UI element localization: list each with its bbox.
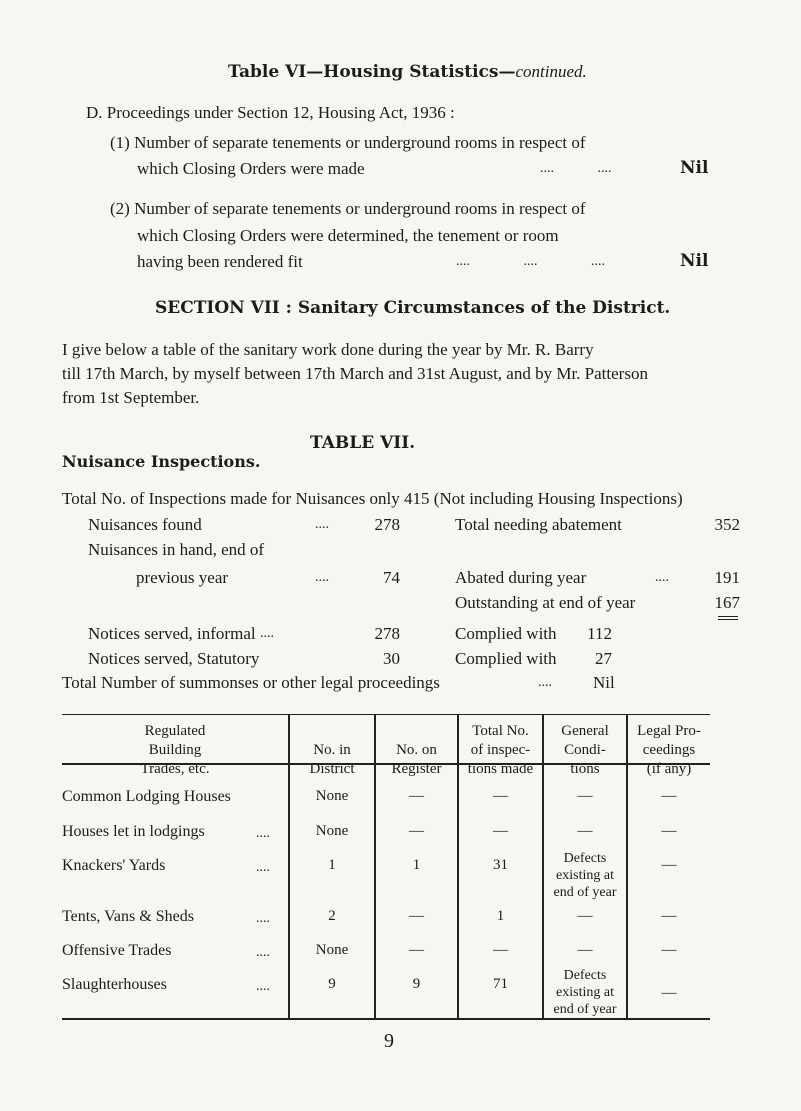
table-cell-district: None (315, 788, 349, 804)
section-vii-para-line3: from 1st September. (62, 388, 200, 407)
in-hand-label: previous year (136, 568, 229, 587)
complied-1-value: 112 (587, 624, 612, 643)
table-row-dots: .... (256, 911, 270, 926)
table-row-dots: .... (256, 979, 270, 994)
summonses-dots: .... (538, 675, 552, 690)
section-vii-heading: SECTION VII : Sanitary Circumstances of the District. (155, 298, 671, 318)
table-cell-legal: — (661, 788, 677, 804)
notices-statutory-label: Notices served, Statutory (88, 649, 260, 668)
table-title: Table VI—Housing Statistics—continued. (228, 62, 587, 82)
table-cell-legal: — (661, 942, 677, 958)
item1-dots: .... .... (540, 161, 612, 176)
complied-1-label: Complied with (455, 624, 557, 643)
table-row-name: Common Lodging Houses (62, 788, 231, 805)
table-cell-register: — (409, 788, 424, 804)
header-legal: Legal Pro- ceedings (if any) (637, 723, 701, 777)
in-hand-dots: .... (315, 570, 329, 585)
total-inspections-line: Total No. of Inspections made for Nuisances only 415 (Not including Housing Inspections) (62, 489, 683, 508)
table-row-dots: .... (256, 860, 270, 875)
table-row-name: Houses let in lodgings (62, 823, 205, 840)
double-underline-bottom (718, 619, 738, 620)
table-cell-district: 9 (328, 976, 336, 992)
table-cell-register: — (409, 823, 424, 839)
in-hand-value: 74 (383, 568, 400, 587)
table-cell-district: None (315, 823, 349, 839)
table-cell-inspections: — (493, 823, 508, 839)
outstanding-value: 167 (714, 593, 740, 612)
table-cell-conditions: — (577, 823, 593, 839)
table-cell-legal: — (661, 985, 677, 1001)
table-bottom-border (62, 1018, 710, 1020)
table-cell-inspections: 71 (493, 976, 508, 992)
item1-value: Nil (680, 158, 709, 178)
table-cell-legal: — (661, 857, 677, 873)
table-cell-conditions: Defects existing at end of year (553, 851, 617, 900)
table-cell-inspections: — (493, 788, 508, 804)
table-cell-district: 1 (328, 857, 336, 873)
complied-2-label: Complied with (455, 649, 557, 668)
table-cell-conditions: — (577, 908, 593, 924)
table-cell-conditions: Defects existing at end of year (553, 968, 617, 1017)
table-row-name: Slaughterhouses (62, 976, 167, 993)
notices-informal-dots: .... (260, 626, 274, 641)
table-row-name: Tents, Vans & Sheds (62, 908, 194, 925)
item2-dots: .... .... .... (456, 254, 605, 269)
item1-line2: which Closing Orders were made (137, 159, 365, 178)
total-needing-label: Total needing abatement (455, 515, 622, 534)
notices-informal-label: Notices served, informal (88, 624, 256, 643)
table-cell-inspections: 1 (496, 908, 505, 924)
table-row-name: Offensive Trades (62, 942, 172, 959)
section-vii-para-line1: I give below a table of the sanitary work done during the year by Mr. R. Barry (62, 340, 594, 359)
header-district: No. in District (309, 742, 355, 777)
table-cell-district: None (315, 942, 349, 958)
section-d-heading: D. Proceedings under Section 12, Housing Act, 1936 : (86, 103, 455, 122)
double-underline-top (718, 616, 738, 617)
table-cell-inspections: 31 (493, 857, 508, 873)
item2-line1: (2) Number of separate tenements or underground rooms in respect of (110, 199, 586, 218)
table-row-dots: .... (256, 826, 270, 841)
header-conditions: General Condi- tions (561, 723, 609, 777)
summonses-value: Nil (593, 673, 615, 692)
abated-label: Abated during year (455, 568, 587, 587)
table-cell-district: 2 (328, 908, 336, 924)
table-cell-register: — (409, 942, 424, 958)
table-row-dots: .... (256, 945, 270, 960)
item2-line2: which Closing Orders were determined, the tenement or room (137, 226, 559, 245)
table-cell-inspections: — (493, 942, 508, 958)
table-cell-legal: — (661, 908, 677, 924)
outstanding-label: Outstanding at end of year (455, 593, 636, 612)
table-cell-conditions: — (577, 788, 593, 804)
table-cell-legal: — (661, 823, 677, 839)
abated-value: 191 (714, 568, 740, 587)
table-cell-register: 9 (412, 976, 421, 992)
notices-statutory-value: 30 (383, 649, 400, 668)
table-cell-register: 1 (412, 857, 421, 873)
section-vii-para-line2: till 17th March, by myself between 17th March and 31st August, and by Mr. Patterson (62, 364, 648, 383)
header-inspections: Total No. of inspec- tions made (467, 723, 534, 777)
total-needing-value: 352 (714, 515, 740, 534)
nuisances-found-dots: .... (315, 517, 329, 532)
item2-value: Nil (680, 251, 709, 271)
page-number: 9 (384, 1030, 394, 1052)
complied-2-value: 27 (595, 649, 612, 668)
table-vii-title: TABLE VII. (310, 433, 416, 453)
table-cell-conditions: — (577, 942, 593, 958)
abated-dots: .... (655, 570, 669, 585)
item2-line3: having been rendered fit (137, 252, 303, 271)
nuisances-found-value: 278 (374, 515, 400, 534)
in-hand-line1: Nuisances in hand, end of (88, 540, 265, 559)
summonses-label: Total Number of summonses or other legal proceedings (62, 673, 440, 692)
table-row-name: Knackers' Yards (62, 857, 166, 874)
table-vii-subtitle: Nuisance Inspections. (62, 452, 261, 471)
header-register: No. on Register (391, 742, 442, 777)
table-cell-register: — (409, 908, 424, 924)
notices-informal-value: 278 (374, 624, 400, 643)
header-trades: Regulated Building Trades, etc. (140, 723, 210, 777)
nuisances-found-label: Nuisances found (88, 515, 202, 534)
item1-line1: (1) Number of separate tenements or underground rooms in respect of (110, 133, 586, 152)
